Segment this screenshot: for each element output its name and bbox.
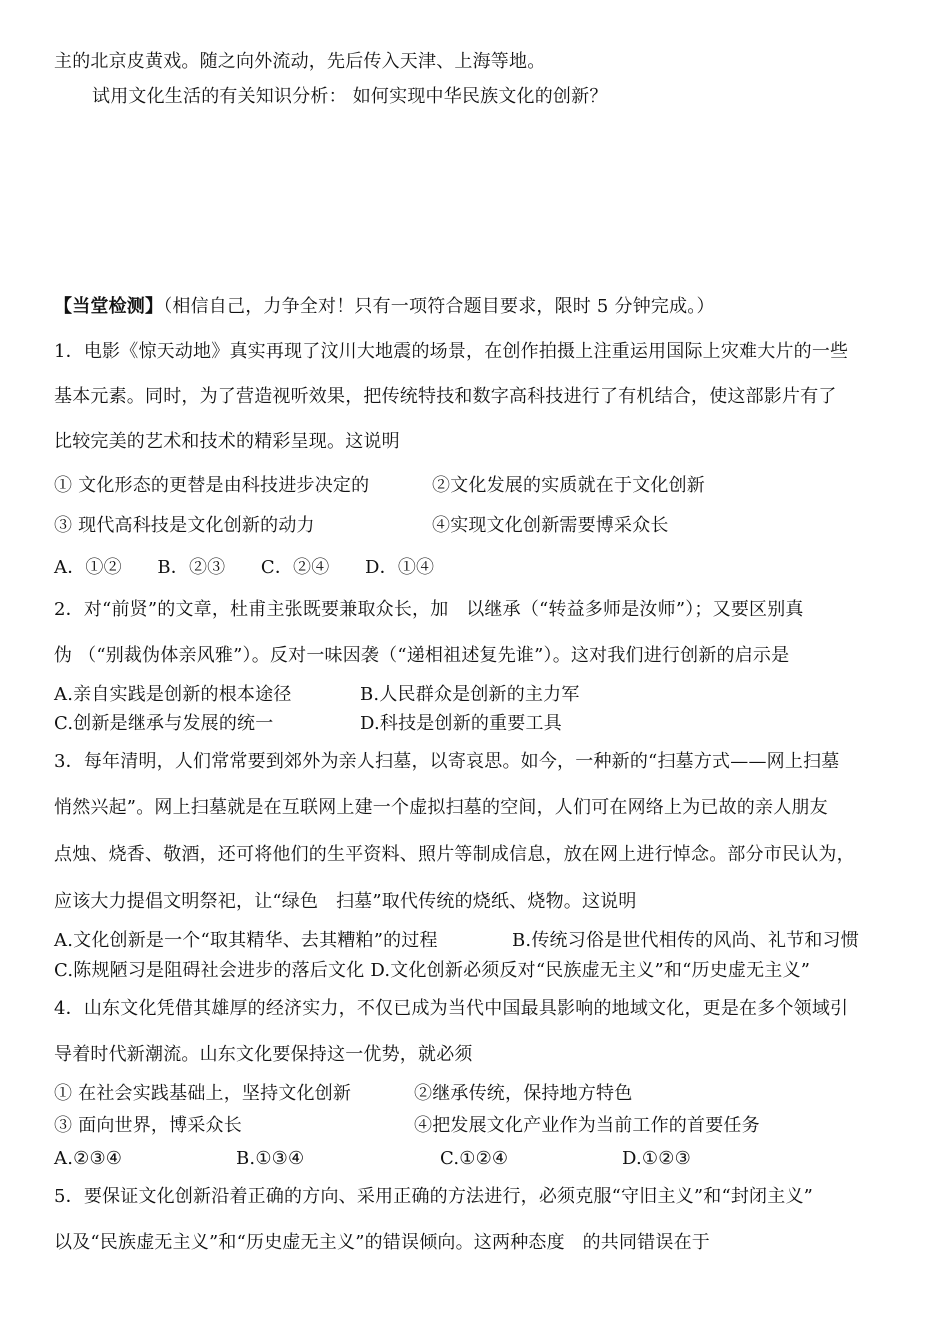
q2-stem-line-2: 伪 （“别裁伪体亲风雅”）。反对一味因袭（“递相祖述复先谁”）。这对我们进行创新的启示是 xyxy=(54,645,790,666)
q3-choice-a: A.文化创新是一个“取其精华、去其糟粕”的过程 xyxy=(54,930,438,951)
q4-option-1: ① 在社会实践基础上，坚持文化创新 xyxy=(54,1083,352,1104)
q4-option-3: ③ 面向世界，博采众长 xyxy=(54,1115,242,1136)
q4-choice-c: C.①②④ xyxy=(440,1148,509,1169)
q4-option-4: ④把发展文化产业作为当前工作的首要任务 xyxy=(414,1115,760,1136)
q1-stem-line-3: 比较完美的艺术和技术的精彩呈现。这说明 xyxy=(54,431,400,452)
q2-choice-d: D.科技是创新的重要工具 xyxy=(360,713,562,734)
q2-choice-c: C.创新是继承与发展的统一 xyxy=(54,713,274,734)
q2-choice-b: B.人民群众是创新的主力军 xyxy=(360,684,580,705)
section-header xyxy=(54,295,715,319)
q4-option-2: ②继承传统，保持地方特色 xyxy=(414,1083,633,1104)
q1-options-row-1 xyxy=(54,474,705,498)
q4-options-row-1 xyxy=(54,1082,633,1106)
q3-choices-row-1 xyxy=(54,929,859,953)
q3-stem-line-3: 点烛、烧香、敬酒，还可将他们的生平资料、照片等制成信息，放在网上进行悼念。部分市民认为， xyxy=(54,844,855,865)
q4-choice-d: D.①②③ xyxy=(622,1148,691,1169)
q1-option-1: ① 文化形态的更替是由科技进步决定的 xyxy=(54,475,370,496)
q2-choices-row-1 xyxy=(54,683,580,707)
q5-stem-line-2: 以及“民族虚无主义”和“历史虚无主义”的错误倾向。这两种态度 的共同错误在于 xyxy=(54,1232,710,1253)
q4-stem-line-2: 导着时代新潮流。山东文化要保持这一优势，就必须 xyxy=(54,1044,473,1065)
q3-stem-line-4: 应该大力提倡文明祭祀，让“绿色 扫墓”取代传统的烧纸、烧物。这说明 xyxy=(54,891,637,912)
q1-answer-choices: A．①② B．②③ C．②④ D．①④ xyxy=(54,557,435,578)
q4-stem-line-1: 4．山东文化凭借其雄厚的经济实力，不仅已成为当代中国最具影响的地域文化，更是在多个领域引 xyxy=(54,998,849,1019)
q4-options-row-2 xyxy=(54,1114,760,1138)
q1-option-3: ③ 现代高科技是文化创新的动力 xyxy=(54,515,315,536)
q3-choice-b: B.传统习俗是世代相传的风尚、礼节和习惯 xyxy=(512,930,859,951)
q1-stem-line-2: 基本元素。同时，为了营造视听效果，把传统特技和数字高科技进行了有机结合，使这部影片有了 xyxy=(54,386,837,407)
q2-choice-a: A.亲自实践是创新的根本途径 xyxy=(54,684,292,705)
q1-stem-line-1: 1．电影《惊天动地》真实再现了汶川大地震的场景，在创作拍摄上注重运用国际上灾难大片的一些 xyxy=(54,341,849,362)
q3-stem-line-1: 3．每年清明，人们常常要到郊外为亲人扫墓，以寄哀思。如今，一种新的“扫墓方式——网上扫墓 xyxy=(54,751,840,772)
q3-choices-row-2: C.陈规陋习是阻碍社会进步的落后文化 D.文化创新必须反对“民族虚无主义”和“历史虚无主义” xyxy=(54,960,811,981)
q5-stem-line-1: 5．要保证文化创新沿着正确的方向、采用正确的方法进行，必须克服“守旧主义”和“封闭主义” xyxy=(54,1186,814,1207)
intro-line-1: 主的北京皮黄戏。随之向外流动，先后传入天津、上海等地。 xyxy=(54,51,546,72)
q1-options-row-2 xyxy=(54,514,669,538)
q2-stem-line-1: 2．对“前贤”的文章，杜甫主张既要兼取众长，加 以继承（“转益多师是汝师”）；又要区别真 xyxy=(54,599,804,620)
q2-choices-row-2 xyxy=(54,712,562,736)
intro-question: 试用文化生活的有关知识分析： 如何实现中华民族文化的创新？ xyxy=(92,86,608,107)
q4-choice-b: B.①③④ xyxy=(236,1148,305,1169)
section-title: 【当堂检测】 xyxy=(54,296,164,317)
section-note: （相信自己，力争全对！只有一项符合题目要求，限时 5 分钟完成。） xyxy=(163,296,715,317)
q1-option-4: ④实现文化创新需要博采众长 xyxy=(432,515,669,536)
q1-option-2: ②文化发展的实质就在于文化创新 xyxy=(432,475,705,496)
q4-choices-row xyxy=(54,1147,691,1171)
q3-stem-line-2: 悄然兴起”。网上扫墓就是在互联网上建一个虚拟扫墓的空间，人们可在网络上为已故的亲人朋友 xyxy=(54,797,828,818)
q4-choice-a: A.②③④ xyxy=(54,1148,123,1169)
